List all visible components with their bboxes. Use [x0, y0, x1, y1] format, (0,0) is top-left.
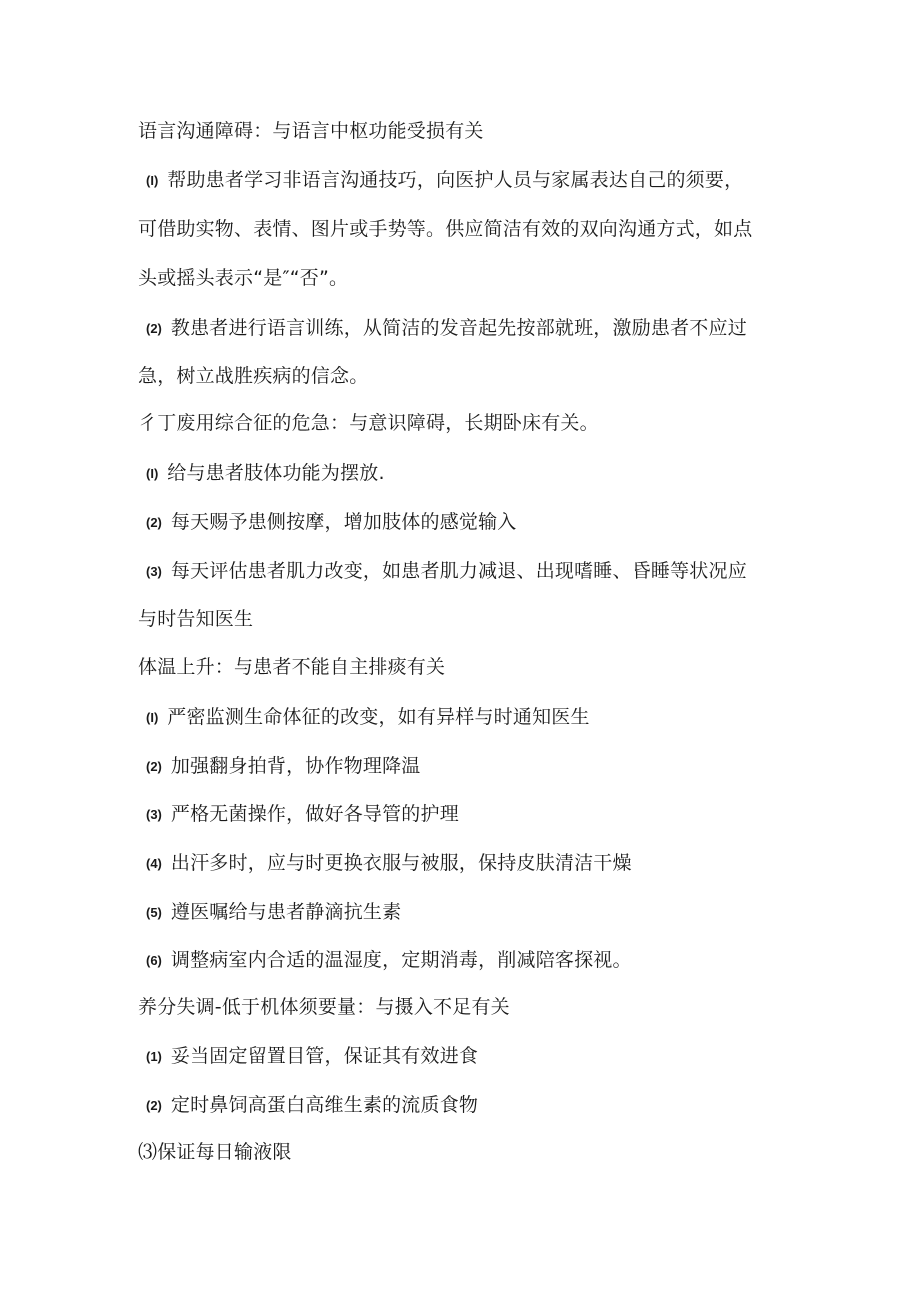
list-item	[146, 802, 459, 827]
list-item-continuation	[138, 364, 368, 388]
section-heading-fever	[138, 655, 445, 679]
item-number: (2)	[146, 321, 162, 336]
item-number: (2)	[146, 1098, 162, 1113]
item-text: 给与患者肢体功能为摆放.	[167, 462, 385, 484]
list-item-continuation	[138, 217, 752, 241]
item-text: 定时鼻饲高蛋白高维生素的流质食物	[170, 1094, 479, 1116]
item-number: (4)	[146, 856, 162, 871]
list-item	[146, 559, 747, 584]
item-number: (I)	[146, 710, 159, 725]
list-item	[146, 1093, 478, 1118]
list-item	[146, 948, 632, 973]
list-item	[146, 461, 385, 486]
item-text: 严格无菌操作，做好各导管的护理	[170, 803, 459, 825]
item-text: 加强翻身拍背，协作物理降温	[170, 755, 421, 777]
item-text: 出汗多时，应与时更换衣服与被服，保持皮肤清洁干燥	[170, 852, 632, 874]
item-number: (I)	[146, 173, 159, 188]
item-number: (I)	[146, 466, 159, 481]
section-heading-language	[138, 119, 484, 143]
heading-text: 养分失调-低于机体须要量：与摄入不足有关	[138, 996, 510, 1018]
item-number: (5)	[146, 905, 162, 920]
item-text: 调整病室内合适的温湿度，定期消毒，削减陪客探视。	[170, 949, 632, 971]
section-heading-disuse	[138, 411, 599, 435]
heading-text: 体温上升：与患者不能自主排痰有关	[138, 656, 446, 678]
list-item-continuation	[138, 266, 348, 290]
item-text: 与时告知医生	[138, 608, 254, 630]
list-item	[146, 168, 743, 193]
item-number: (2)	[146, 515, 162, 530]
item-text: 每天赐予患侧按摩，增加肢体的感觉输入	[170, 511, 517, 533]
list-item	[146, 754, 421, 779]
item-text: 每天评估患者肌力改变，如患者肌力减退、出现嗜睡、昏睡等状况应	[170, 560, 747, 582]
item-number: (6)	[146, 953, 162, 968]
list-item	[146, 510, 517, 535]
item-text: 头或摇头表示“是″“否”。	[138, 267, 349, 289]
heading-text: 彳丁废用综合征的危急：与意识障碍，长期卧床有关。	[138, 412, 599, 434]
item-text: 帮助患者学习非语言沟通技巧，向医护人员与家属表达自己的须要，	[167, 169, 744, 191]
list-item	[146, 851, 632, 876]
item-text: 妥当固定留置目管，保证其有效进食	[170, 1045, 479, 1067]
item-number: (1)	[146, 1049, 162, 1064]
section-heading-nutrition	[138, 995, 510, 1019]
list-item	[146, 1044, 478, 1069]
item-text: 严密监测生命体征的改变，如有异样与时通知医生	[167, 706, 590, 728]
list-item-continuation	[138, 607, 253, 631]
list-item	[146, 316, 747, 341]
list-item	[146, 900, 401, 925]
item-text: 遵医嘱给与患者静滴抗生素	[170, 901, 402, 923]
list-item	[138, 1140, 292, 1164]
item-text: 教患者进行语言训练，从简洁的发音起先按部就班，激励患者不应过	[170, 317, 747, 339]
list-item	[146, 705, 590, 730]
item-number: (2)	[146, 759, 162, 774]
item-number: (3)	[146, 807, 162, 822]
heading-text: 语言沟通障碍：与语言中枢功能受损有关	[138, 120, 484, 142]
item-text: 急，树立战胜疾病的信念。	[138, 365, 369, 387]
item-text: 可借助实物、表情、图片或手势等。供应简洁有效的双向沟通方式，如点	[138, 218, 753, 240]
item-number: (3)	[146, 564, 162, 579]
item-text: ⑶保证每日输液限	[138, 1141, 292, 1163]
